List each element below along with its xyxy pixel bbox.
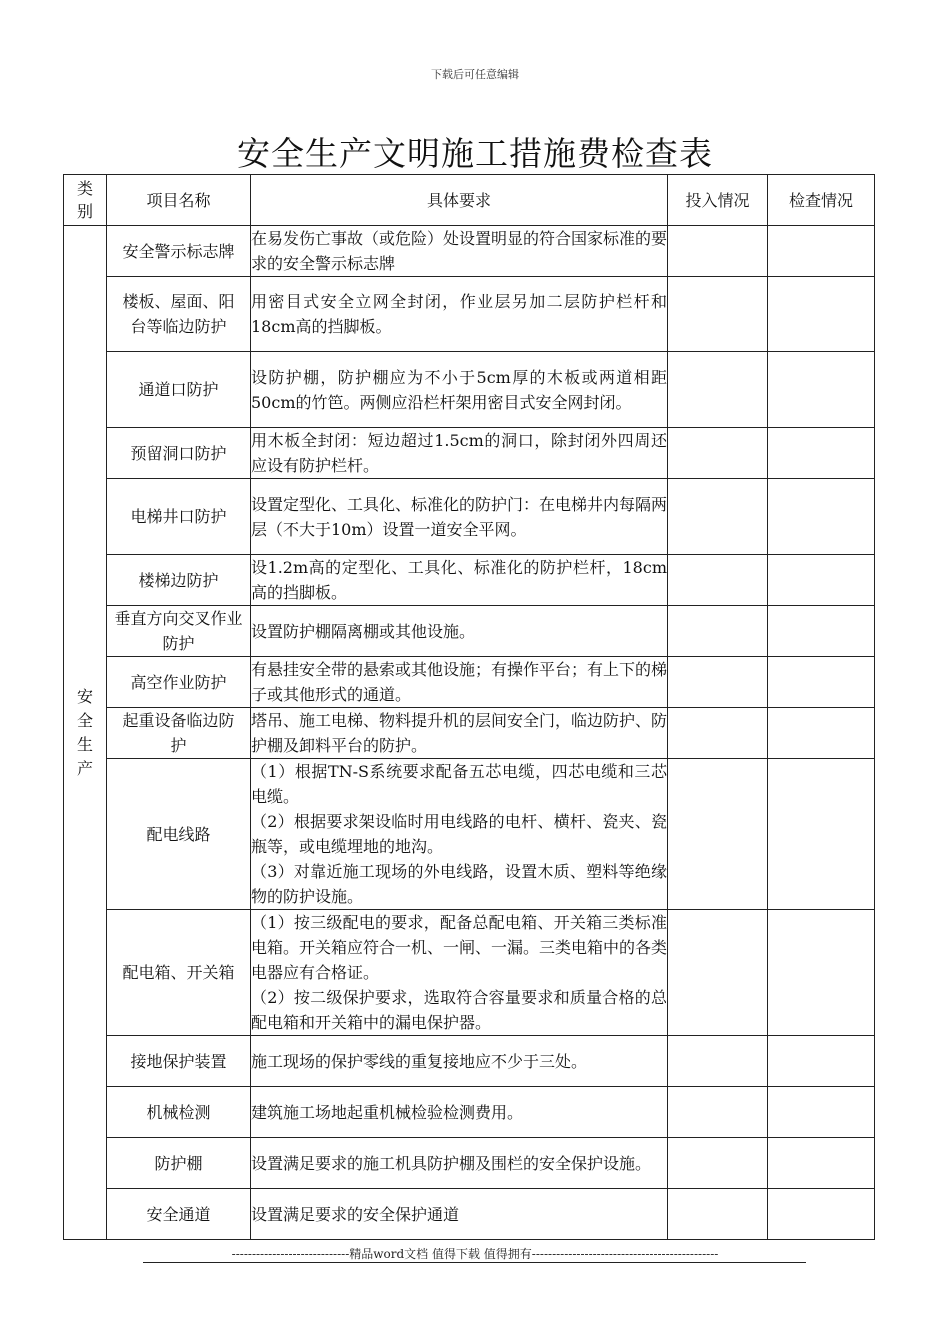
footer-text: -----------------------------精品word文档 值得下载 值得拥有---------------------------------------------- [231, 1247, 719, 1261]
requirement-text: 用木板全封闭：短边超过1.5cm的洞口，除封闭外四周还应设有防护栏杆。 [251, 431, 667, 475]
item-name: 安全通道 [107, 1189, 251, 1240]
requirement-cell [251, 1036, 668, 1087]
footer-divider [143, 1262, 806, 1263]
requirement-text: 设1.2m高的定型化、工具化、标准化的防护栏杆，18cm高的挡脚板。 [251, 558, 667, 602]
requirement-cell [251, 708, 668, 759]
inspection-table [63, 174, 875, 1240]
item-name: 高空作业防护 [107, 657, 251, 708]
requirement-cell [251, 606, 668, 657]
table-row [64, 226, 875, 277]
item-name: 通道口防护 [107, 352, 251, 428]
investment-cell[interactable] [668, 277, 768, 352]
investment-cell[interactable] [668, 657, 768, 708]
table-row [64, 479, 875, 555]
inspection-cell[interactable] [768, 226, 875, 277]
requirement-cell [251, 555, 668, 606]
item-name: 楼梯边防护 [107, 555, 251, 606]
item-name: 机械检测 [107, 1087, 251, 1138]
investment-cell[interactable] [668, 759, 768, 910]
table-row [64, 428, 875, 479]
inspection-cell[interactable] [768, 277, 875, 352]
table-row [64, 1036, 875, 1087]
inspection-cell[interactable] [768, 479, 875, 555]
investment-cell[interactable] [668, 555, 768, 606]
requirement-text: 设防护棚，防护棚应为不小于5cm厚的木板或两道相距50cm的竹笆。两侧应沿栏杆架用密目式安全网封闭。 [251, 367, 667, 412]
category-cell [64, 226, 107, 1240]
table-row [64, 352, 875, 428]
requirement-cell [251, 479, 668, 555]
item-name: 配电线路 [107, 759, 251, 910]
investment-cell[interactable] [668, 479, 768, 555]
requirement-text: 设置满足要求的施工机具防护棚及围栏的安全保护设施。 [251, 1153, 652, 1173]
investment-cell[interactable] [668, 708, 768, 759]
requirement-text: 设置防护棚隔离棚或其他设施。 [251, 621, 476, 641]
table-row [64, 1087, 875, 1138]
investment-cell[interactable] [668, 1138, 768, 1189]
requirement-text: 在易发伤亡事故（或危险）处设置明显的符合国家标准的要求的安全警示标志牌 [251, 229, 668, 273]
item-name: 配电箱、开关箱 [107, 910, 251, 1036]
item-name: 垂直方向交叉作业防护 [107, 606, 251, 657]
table-row [64, 759, 875, 910]
requirement-cell [251, 226, 668, 277]
table-row [64, 277, 875, 352]
investment-cell[interactable] [668, 606, 768, 657]
table-row [64, 1138, 875, 1189]
requirement-cell [251, 1087, 668, 1138]
investment-cell[interactable] [668, 428, 768, 479]
requirement-cell [251, 1138, 668, 1189]
requirement-cell [251, 910, 668, 1036]
header-investment: 投入情况 [668, 175, 768, 226]
table-row [64, 910, 875, 1036]
inspection-cell[interactable] [768, 1138, 875, 1189]
inspection-cell[interactable] [768, 759, 875, 910]
inspection-cell[interactable] [768, 555, 875, 606]
requirement-cell [251, 759, 668, 910]
requirement-text: 建筑施工场地起重机械检验检测费用。 [251, 1102, 524, 1122]
item-name: 安全警示标志牌 [107, 226, 251, 277]
table-row [64, 657, 875, 708]
table-row [64, 708, 875, 759]
inspection-cell[interactable] [768, 708, 875, 759]
requirement-text: 设置定型化、工具化、标准化的防护门：在电梯井内每隔两层（不大于10m）设置一道安全平网。 [251, 494, 668, 539]
requirement-text: 塔吊、施工电梯、物料提升机的层间安全门，临边防护、防护棚及卸料平台的防护。 [251, 711, 668, 755]
header-row [64, 175, 875, 226]
item-name: 电梯井口防护 [107, 479, 251, 555]
requirement-cell [251, 1189, 668, 1240]
header-note: 下载后可任意编辑 [431, 68, 519, 81]
table-row [64, 606, 875, 657]
requirement-text: （3）对靠近施工现场的外电线路，设置木质、塑料等绝缘物的防护设施。 [251, 862, 667, 906]
inspection-cell[interactable] [768, 428, 875, 479]
requirement-text: （1）根据TN-S系统要求配备五芯电缆，四芯电缆和三芯电缆。 [251, 762, 667, 806]
header-requirement: 具体要求 [251, 175, 668, 226]
inspection-cell[interactable] [768, 1036, 875, 1087]
investment-cell[interactable] [668, 352, 768, 428]
table-row [64, 555, 875, 606]
requirement-cell [251, 352, 668, 428]
requirement-text: 设置满足要求的安全保护通道 [251, 1204, 460, 1224]
table-row [64, 1189, 875, 1240]
page-title: 安全生产文明施工措施费检查表 [237, 134, 713, 173]
requirement-text: （2）按二级保护要求，选取符合容量要求和质量合格的总配电箱和开关箱中的漏电保护器。 [251, 988, 667, 1032]
item-name: 预留洞口防护 [107, 428, 251, 479]
requirement-text: 施工现场的保护零线的重复接地应不少于三处。 [251, 1051, 588, 1071]
inspection-cell[interactable] [768, 606, 875, 657]
item-name: 防护棚 [107, 1138, 251, 1189]
investment-cell[interactable] [668, 1036, 768, 1087]
item-name: 起重设备临边防护 [107, 708, 251, 759]
investment-cell[interactable] [668, 910, 768, 1036]
inspection-cell[interactable] [768, 657, 875, 708]
inspection-cell[interactable] [768, 1189, 875, 1240]
investment-cell[interactable] [668, 1087, 768, 1138]
investment-cell[interactable] [668, 226, 768, 277]
requirement-cell [251, 428, 668, 479]
header-category: 类别 [64, 175, 107, 226]
requirement-text: 有悬挂安全带的悬索或其他设施；有操作平台；有上下的梯子或其他形式的通道。 [251, 660, 668, 704]
item-name: 接地保护装置 [107, 1036, 251, 1087]
category-label: 安全生产 [76, 686, 93, 778]
requirement-text: （2）根据要求架设临时用电线路的电杆、横杆、瓷夹、瓷瓶等，或电缆埋地的地沟。 [251, 812, 667, 856]
requirement-cell [251, 277, 668, 352]
header-inspection: 检查情况 [768, 175, 875, 226]
investment-cell[interactable] [668, 1189, 768, 1240]
requirement-cell [251, 657, 668, 708]
inspection-cell[interactable] [768, 1087, 875, 1138]
requirement-text: （1）按三级配电的要求，配备总配电箱、开关箱三类标准电箱。开关箱应符合一机、一闸、一漏。三类电箱中的各类电器应有合格证。 [251, 913, 668, 982]
inspection-cell[interactable] [768, 910, 875, 1036]
inspection-cell[interactable] [768, 352, 875, 428]
requirement-text: 用密目式安全立网全封闭，作业层另加二层防护栏杆和18cm高的挡脚板。 [251, 292, 667, 336]
header-item: 项目名称 [107, 175, 251, 226]
item-name: 楼板、屋面、阳台等临边防护 [107, 277, 251, 352]
